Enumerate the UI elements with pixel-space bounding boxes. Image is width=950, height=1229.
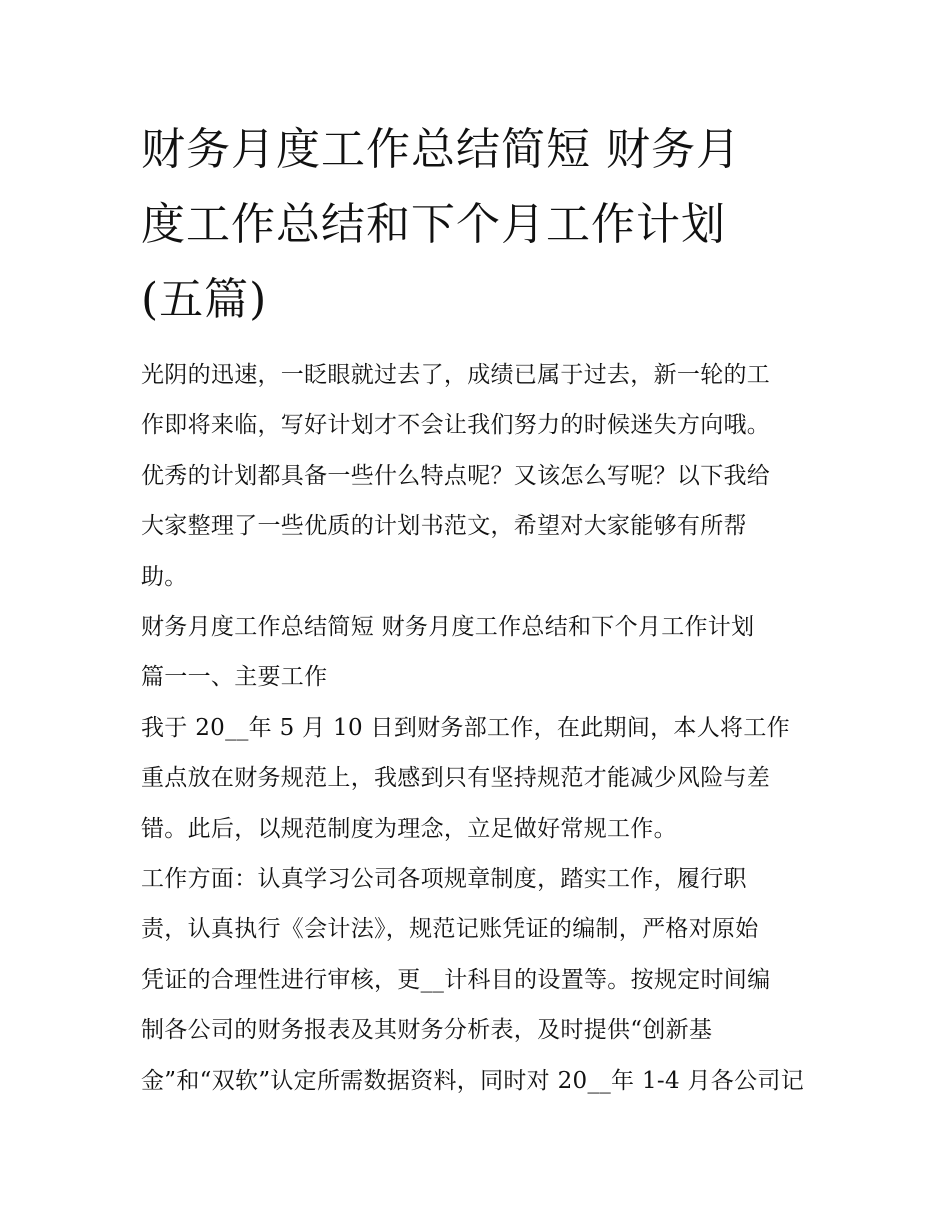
paragraph-line: 制各公司的财务报表及其财务分析表，及时提供“创新基 <box>141 1017 713 1044</box>
document-subtitle: 财务月度工作总结简短 财务月度工作总结和下个月工作计划 <box>141 614 755 641</box>
paragraph-work-aspects <box>141 854 819 1106</box>
document-title <box>141 112 819 337</box>
paragraph-line: 重点放在财务规范上，我感到只有坚持规范才能减少风险与差 <box>141 765 771 792</box>
paragraph-work-start <box>141 703 819 854</box>
title-line: (五篇) <box>141 274 268 325</box>
paragraph-line: 错。此后，以规范制度为理念，立足做好常规工作。 <box>141 815 677 842</box>
paragraph-line: 我于 20__年 5 月 10 日到财务部工作，在此期间，本人将工作 <box>141 714 790 741</box>
section-heading: 篇一一、主要工作 <box>141 664 328 691</box>
paragraph-line: 责，认真执行《会计法》，规范记账凭证的编制，严格对原始 <box>141 916 759 943</box>
paragraph-line: 金”和“双软”认定所需数据资料，同时对 20__年 1-4 月各公司记 <box>141 1067 805 1094</box>
intro-line: 作即将来临，写好计划才不会让我们努力的时候迷失方向哦。 <box>141 412 771 439</box>
paragraph-line: 凭证的合理性进行审核，更__计科目的设置等。按规定时间编 <box>141 966 771 993</box>
intro-paragraph <box>141 350 819 602</box>
intro-line: 优秀的计划都具备一些什么特点呢？又该怎么写呢？以下我给 <box>141 462 771 489</box>
title-line: 财务月度工作总结简短 财务月 <box>141 124 741 175</box>
document-content <box>141 112 819 1106</box>
intro-line: 大家整理了一些优质的计划书范文，希望对大家能够有所帮 <box>141 513 747 540</box>
intro-line: 助。 <box>141 563 188 590</box>
paragraph-line: 工作方面：认真学习公司各项规章制度，踏实工作，履行职 <box>141 866 747 893</box>
intro-line: 光阴的迅速，一眨眼就过去了，成绩已属于过去，新一轮的工 <box>141 362 771 388</box>
title-line: 度工作总结和下个月工作计划 <box>141 199 726 250</box>
